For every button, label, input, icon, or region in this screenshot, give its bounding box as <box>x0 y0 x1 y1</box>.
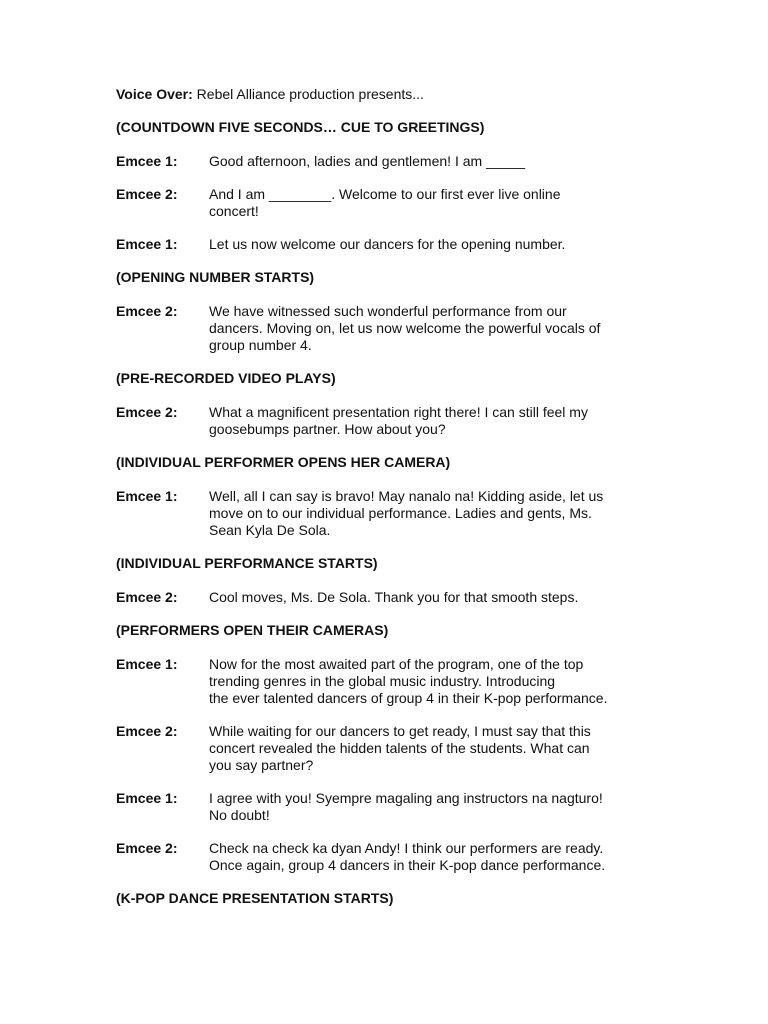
speaker-label: Emcee 2: <box>116 589 178 605</box>
dialogue-text <box>209 488 676 539</box>
dialogue-text-line: Once again, group 4 dancers in their K-pop dance performance. <box>209 857 606 873</box>
stage-cue: (OPENING NUMBER STARTS) <box>116 269 315 285</box>
dialogue-text <box>209 186 676 220</box>
dialogue-text-line: We have witnessed such wonderful performance from our <box>209 303 567 319</box>
dialogue-text-line: Well, all I can say is bravo! May nanalo na! Kidding aside, let us <box>209 488 604 504</box>
dialogue-text-line: Now for the most awaited part of the program, one of the top <box>209 656 584 672</box>
dialogue-line <box>116 589 676 606</box>
dialogue-text-line: concert! <box>209 203 259 219</box>
dialogue-text <box>209 656 676 707</box>
stage-cue: (INDIVIDUAL PERFORMANCE STARTS) <box>116 555 378 571</box>
dialogue-text <box>209 840 676 874</box>
dialogue-line <box>116 488 676 539</box>
dialogue-text-line: trending genres in the global music industry. Introducing <box>209 673 556 689</box>
dialogue-text-line: group number 4. <box>209 337 312 353</box>
dialogue-text-line: you say partner? <box>209 757 314 773</box>
dialogue-text <box>209 153 676 170</box>
dialogue-text <box>209 790 676 824</box>
stage-cue: (PRE-RECORDED VIDEO PLAYS) <box>116 370 336 386</box>
dialogue-text <box>209 303 676 354</box>
dialogue-line <box>116 790 676 824</box>
script-body <box>116 119 676 907</box>
dialogue-line <box>116 303 676 354</box>
speaker-label: Emcee 1: <box>116 790 178 806</box>
dialogue-text-line: Good afternoon, ladies and gentlemen! I am _____ <box>209 153 525 169</box>
speaker-label: Emcee 1: <box>116 656 178 672</box>
dialogue-line <box>116 153 676 170</box>
speaker-label: Emcee 2: <box>116 723 178 739</box>
voice-over-text: Rebel Alliance production presents... <box>192 86 424 102</box>
speaker-label: Emcee 2: <box>116 186 178 202</box>
stage-cue: (PERFORMERS OPEN THEIR CAMERAS) <box>116 622 389 638</box>
script-page <box>116 86 676 924</box>
dialogue-text <box>209 723 676 774</box>
dialogue-text-line: goosebumps partner. How about you? <box>209 421 446 437</box>
dialogue-line <box>116 840 676 874</box>
voice-over-line <box>116 86 676 103</box>
stage-cue: (K-POP DANCE PRESENTATION STARTS) <box>116 890 394 906</box>
dialogue-text <box>209 236 676 253</box>
dialogue-line <box>116 236 676 253</box>
stage-cue: (INDIVIDUAL PERFORMER OPENS HER CAMERA) <box>116 454 451 470</box>
dialogue-text-line: the ever talented dancers of group 4 in their K-pop performance. <box>209 690 608 706</box>
dialogue-text-line: And I am ________. Welcome to our first ever live online <box>209 186 561 202</box>
dialogue-line <box>116 656 676 707</box>
dialogue-line <box>116 404 676 438</box>
dialogue-line <box>116 723 676 774</box>
speaker-label: Emcee 1: <box>116 236 178 252</box>
dialogue-text-line: move on to our individual performance. Ladies and gents, Ms. <box>209 505 592 521</box>
dialogue-text-line: dancers. Moving on, let us now welcome the powerful vocals of <box>209 320 601 336</box>
dialogue-text-line: concert revealed the hidden talents of the students. What can <box>209 740 590 756</box>
dialogue-text-line: What a magnificent presentation right there! I can still feel my <box>209 404 588 420</box>
stage-cue: (COUNTDOWN FIVE SECONDS… CUE TO GREETINGS) <box>116 119 485 135</box>
dialogue-text <box>209 404 676 438</box>
voice-over-label: Voice Over: <box>116 86 193 102</box>
speaker-label: Emcee 2: <box>116 404 178 420</box>
dialogue-line <box>116 186 676 220</box>
dialogue-text-line: I agree with you! Syempre magaling ang instructors na nagturo! <box>209 790 603 806</box>
dialogue-text-line: Check na check ka dyan Andy! I think our performers are ready. <box>209 840 604 856</box>
speaker-label: Emcee 1: <box>116 153 178 169</box>
speaker-label: Emcee 1: <box>116 488 178 504</box>
speaker-label: Emcee 2: <box>116 840 178 856</box>
dialogue-text <box>209 589 676 606</box>
dialogue-text-line: Let us now welcome our dancers for the opening number. <box>209 236 566 252</box>
dialogue-text-line: Cool moves, Ms. De Sola. Thank you for that smooth steps. <box>209 589 579 605</box>
dialogue-text-line: Sean Kyla De Sola. <box>209 522 331 538</box>
dialogue-text-line: While waiting for our dancers to get ready, I must say that this <box>209 723 591 739</box>
speaker-label: Emcee 2: <box>116 303 178 319</box>
dialogue-text-line: No doubt! <box>209 807 270 823</box>
